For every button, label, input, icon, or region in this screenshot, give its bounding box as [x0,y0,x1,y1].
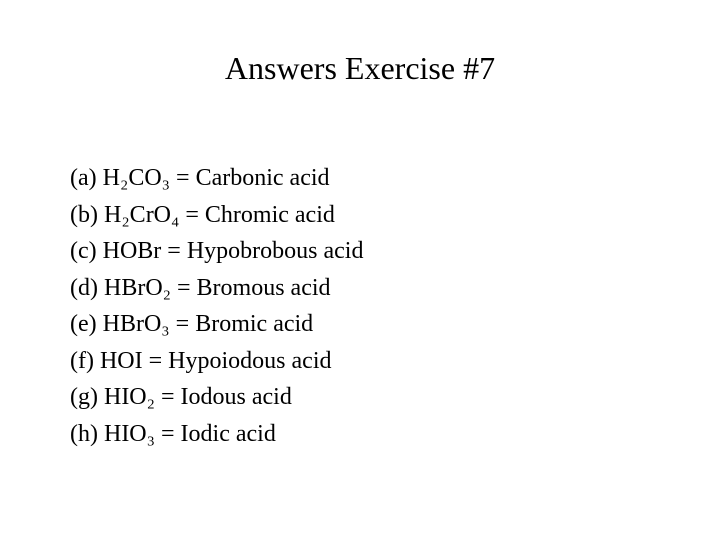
answer-item-c: (c) HOBr = Hypobrobous acid [70,238,364,264]
answer-list [70,160,363,452]
answer-item-e: (e) HBrO₃ = Bromic acid [70,311,314,337]
answer-item-f: (f) HOI = Hypoiodous acid [70,347,332,374]
answer-item-g: (g) HIO₂ = Iodous acid [70,384,292,410]
answer-item-a: (a) H₂CO₃ = Carbonic acid [70,165,330,191]
answer-item-h: (h) HIO₃ = Iodic acid [70,420,276,447]
answer-item-b: (b) H₂CrO₄ = Chromic acid [70,201,335,228]
slide-title: Answers Exercise #7 [224,50,496,86]
answer-item-d: (d) HBrO₂ = Bromous acid [70,274,331,301]
